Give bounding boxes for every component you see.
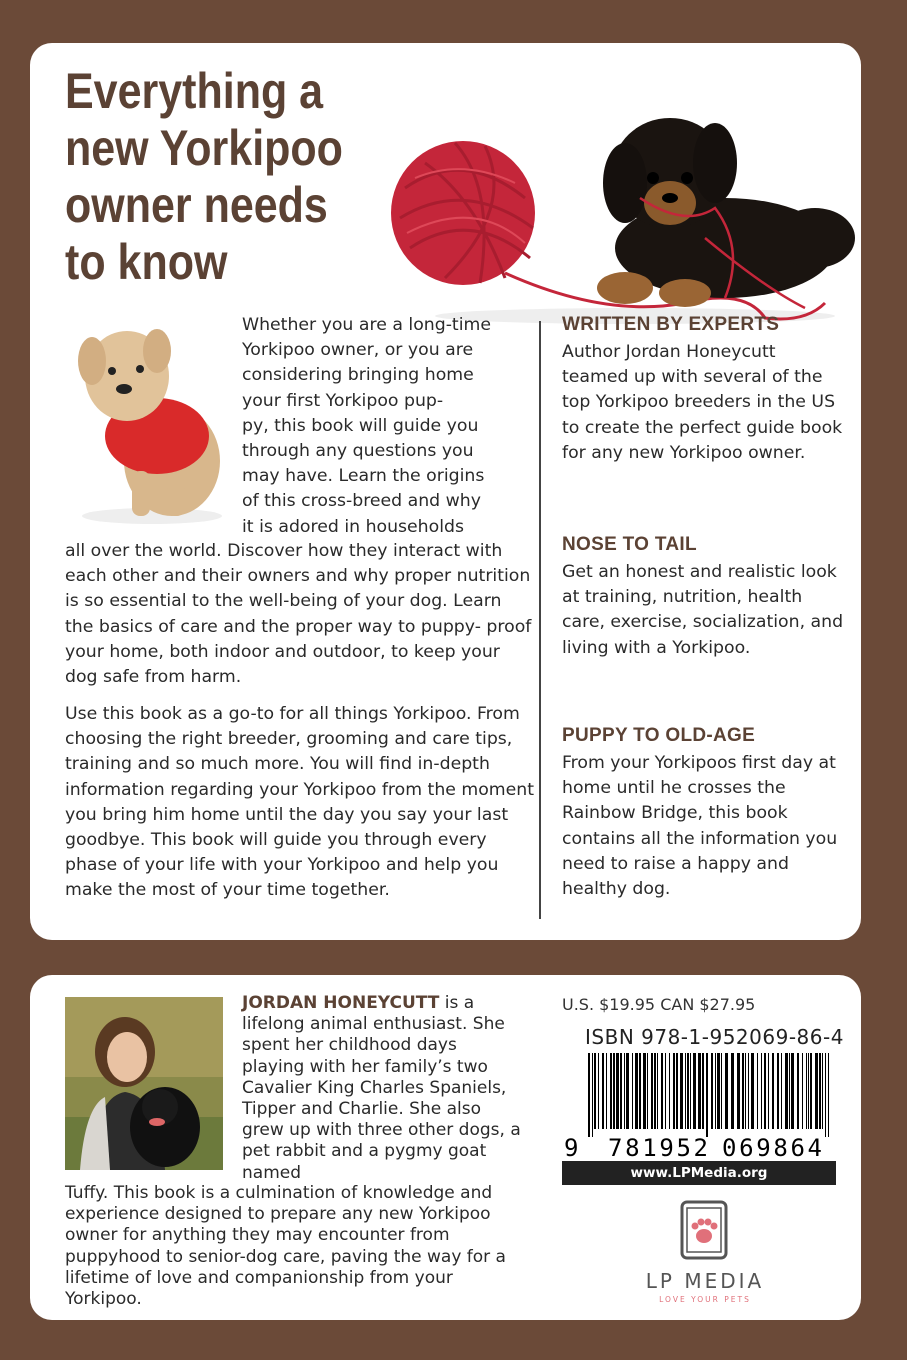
barcode-bar	[781, 1053, 782, 1129]
intro-line: may have. Learn the origins	[242, 466, 485, 487]
author-photo	[65, 997, 223, 1170]
barcode-bar	[647, 1053, 648, 1129]
barcode-bar	[665, 1053, 666, 1129]
barcode-bar	[785, 1053, 788, 1129]
barcode-bar	[687, 1053, 689, 1129]
isbn-text: ISBN 978-1-952069-86-4	[585, 1025, 844, 1049]
publisher-name: LP MEDIA	[645, 1269, 765, 1293]
barcode-bar	[751, 1053, 754, 1129]
barcode-bar	[698, 1053, 701, 1129]
sidebar-text: Get an honest and realistic look at training, nutrition, health care, exercise, socialization, and living with a Yorkipoo.	[562, 562, 844, 658]
barcode-bar	[791, 1053, 794, 1129]
barcode-bar	[757, 1053, 758, 1129]
barcode-digits-group2: 069864	[722, 1134, 822, 1158]
barcode-bar	[602, 1053, 604, 1129]
barcode-bar	[819, 1053, 821, 1129]
author-panel	[30, 975, 861, 1320]
barcode-bar	[772, 1053, 774, 1129]
barcode-digit-first: 9	[564, 1134, 579, 1158]
barcode-bar	[721, 1053, 722, 1129]
barcode-digits-group1: 781952	[608, 1134, 708, 1158]
barcode-bar	[768, 1053, 769, 1129]
headline-line: to know	[65, 234, 228, 290]
barcode-bar	[789, 1053, 790, 1129]
barcode-bar	[748, 1053, 749, 1129]
author-name: JORDAN HONEYCUTT	[242, 993, 440, 1013]
intro-line: Whether you are a long-time	[242, 315, 491, 335]
barcode-bar	[654, 1053, 656, 1129]
barcode-bar	[731, 1053, 734, 1129]
barcode-bar	[745, 1053, 746, 1129]
puppy-with-yarn-image	[385, 88, 855, 328]
barcode-bar	[632, 1053, 633, 1129]
barcode-bar	[815, 1053, 818, 1129]
barcode-bar	[802, 1053, 803, 1129]
sidebar-heading: PUPPY TO OLD-AGE	[562, 725, 756, 746]
barcode-bar	[711, 1053, 713, 1129]
intro-wrapped-text	[242, 313, 514, 540]
headline-line: Everything a	[65, 63, 324, 119]
barcode-bar	[606, 1053, 607, 1129]
publisher-tagline: LOVE YOUR PETS	[659, 1295, 751, 1304]
barcode-bar	[693, 1053, 696, 1129]
barcode	[562, 1053, 836, 1158]
barcode-bar	[808, 1053, 809, 1129]
barcode-bar	[616, 1053, 619, 1129]
barcode-bar	[725, 1053, 728, 1129]
barcode-bar	[651, 1053, 653, 1129]
barcode-bar	[777, 1053, 779, 1129]
intro-line: of this cross-breed and why	[242, 491, 481, 512]
sidebar-heading: WRITTEN BY EXPERTS	[562, 314, 780, 335]
barcode-bar	[742, 1053, 744, 1129]
website-bar[interactable]: www.LPMedia.org	[562, 1161, 836, 1185]
sidebar-heading: NOSE TO TAIL	[562, 534, 697, 555]
book-paw-icon	[682, 1202, 726, 1258]
barcode-bar	[657, 1053, 658, 1129]
barcode-bar	[661, 1053, 663, 1129]
barcode-bar	[737, 1053, 740, 1129]
barcode-bar	[635, 1053, 638, 1129]
barcode-bar	[764, 1053, 766, 1129]
sidebar-text: Author Jordan Honeycutt teamed up with several of the top Yorkipoo breeders in the US to create the perfect guide book for any new Yorkipoo owner.	[562, 342, 843, 463]
barcode-bar	[626, 1053, 629, 1129]
barcode-bar	[761, 1053, 762, 1129]
barcode-bar	[624, 1053, 625, 1129]
author-bio-part1	[242, 993, 522, 1184]
barcode-bar	[588, 1053, 590, 1137]
author-bio-part2: Tuffy. This book is a culmination of knowledge and experience designed to prepare any new Yorkipoo owner for anything they may encounter from puppyhood to senior-dog care, paving the way for a lifetime of love and companionship from your Yorkipoo.	[65, 1183, 506, 1310]
barcode-bar	[676, 1053, 678, 1129]
column-divider	[539, 321, 541, 919]
price-text: U.S. $19.95 CAN $27.95	[562, 995, 756, 1014]
lp-media-logo	[635, 1200, 775, 1310]
author-bio-text: is a lifelong animal enthusiast. She spent her childhood days playing with her family’s two Cavalier King Charles Spaniels, Tipper and Charlie. She also grew up with three other dogs, a pet rabbit and a pygmy goat named	[242, 993, 521, 1183]
barcode-bar	[610, 1053, 612, 1129]
barcode-bar	[822, 1053, 823, 1129]
barcode-bar	[685, 1053, 686, 1129]
barcode-bar	[690, 1053, 691, 1129]
barcode-bar	[810, 1053, 812, 1129]
intro-line: Yorkipoo owner, or you are	[242, 340, 474, 361]
description-panel	[30, 43, 861, 940]
barcode-bar	[594, 1053, 596, 1129]
barcode-bar	[639, 1053, 641, 1129]
barcode-bar	[643, 1053, 646, 1129]
intro-line: your first Yorkipoo pup-	[242, 390, 444, 411]
barcode-bar	[702, 1053, 704, 1129]
barcode-bar	[828, 1053, 829, 1137]
barcode-bar	[673, 1053, 675, 1129]
barcode-bar	[806, 1053, 807, 1129]
barcode-bar	[797, 1053, 799, 1129]
headline	[65, 63, 343, 291]
barcode-bar	[669, 1053, 670, 1129]
barcode-bar	[680, 1053, 683, 1129]
intro-paragraph-2: Use this book as a go-to for all things Yorkipoo. From choosing the right breeder, grooming and care tips, training and so much more. You will find in-depth information regarding your Yorkipoo from the moment you bring him home until the day you say your last goodbye. This book will guide you through every phase of your life with your Yorkipoo and help you make the most of your time together.	[65, 704, 535, 901]
intro-line: it is adored in households	[242, 516, 464, 537]
barcode-bar	[620, 1053, 622, 1129]
sidebar-text: From your Yorkipoos first day at home until he crosses the Rainbow Bridge, this book contains all the information you need to raise a happy and healthy dog.	[562, 753, 838, 900]
intro-line: py, this book will guide you	[242, 415, 479, 436]
barcode-bar	[592, 1053, 593, 1137]
intro-line: through any questions you	[242, 441, 474, 462]
intro-continuation: all over the world. Discover how they interact with each other and their owners and why proper nutrition is so essential to the well-being of your dog. Learn the basics of care and the proper way to puppy- proof your home, both indoor and outdoor, to keep your dog safe from harm.	[65, 541, 532, 688]
headline-line: new Yorkipoo	[65, 120, 343, 176]
barcode-bar	[825, 1053, 826, 1137]
barcode-bar	[706, 1053, 708, 1137]
intro-line: considering bringing home	[242, 365, 474, 386]
headline-line: owner needs	[65, 177, 328, 233]
barcode-bar	[598, 1053, 599, 1129]
terrier-dog-image	[62, 321, 227, 526]
barcode-bar	[715, 1053, 716, 1129]
barcode-bar	[613, 1053, 615, 1129]
barcode-bar	[717, 1053, 720, 1129]
